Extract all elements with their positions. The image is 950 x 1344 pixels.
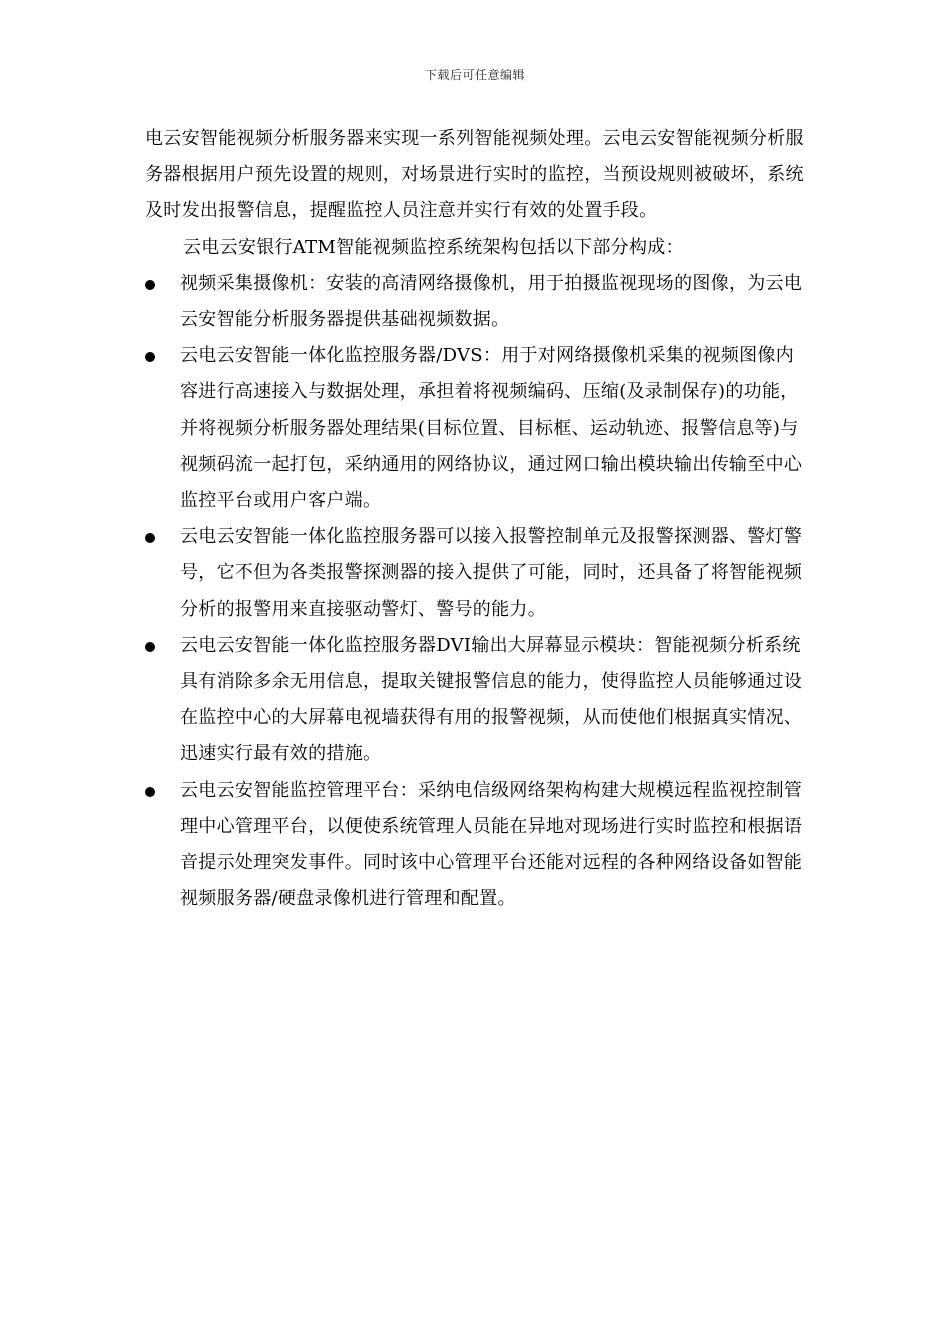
- list-item-text: 云电云安智能监控管理平台：采纳电信级网络架构构建大规模远程监视控制管理中心管理平台，以便使系统管理人员能在异地对现场进行实时监控和根据语音提示处理突发事件。同时该中心管理平台还能对远程的各种网络设备如智能视频服务器/硬盘录像机进行管理和配置。: [180, 779, 803, 910]
- architecture-lead-paragraph: 云电云安银行ATM智能视频监控系统架构包括以下部分构成：: [183, 236, 684, 258]
- list-item-text: 云电云安智能一体化监控服务器DVI输出大屏幕显示模块：智能视频分析系统具有消除多余无用信息，提取关键报警信息的能力，使得监控人员能够通过设在监控中心的大屏幕电视墙获得有用的报警视频，从而使他们根据真实情况、迅速实行最有效的措施。: [180, 634, 803, 765]
- list-item: [145, 628, 805, 773]
- bullet-icon: [145, 280, 155, 290]
- architecture-component-list: [145, 266, 805, 918]
- bullet-icon: [145, 787, 155, 797]
- list-item-text: 云电云安智能一体化监控服务器可以接入报警控制单元及报警探测器、警灯警号，它不但为各类报警探测器的接入提供了可能，同时，还具备了将智能视频分析的报警用来直接驱动警灯、警号的能力。: [180, 526, 803, 620]
- page-header: 下载后可任意编辑: [424, 68, 525, 82]
- bullet-icon: [145, 352, 155, 362]
- bullet-icon: [145, 642, 155, 652]
- list-item: [145, 773, 805, 918]
- intro-paragraph: 电云安智能视频分析服务器来实现一系列智能视频处理。云电云安智能视频分析服务器根据用户预先设置的规则，对场景进行实时的监控，当预设规则被破坏，系统及时发出报警信息，提醒监控人员注意并实行有效的处置手段。: [145, 128, 804, 222]
- bullet-icon: [145, 533, 155, 543]
- list-item: [145, 338, 805, 519]
- list-item: [145, 266, 805, 338]
- list-item: [145, 519, 805, 628]
- list-item-text: 视频采集摄像机：安装的高清网络摄像机，用于拍摄监视现场的图像，为云电云安智能分析服务器提供基础视频数据。: [180, 272, 803, 331]
- document-body: [145, 121, 805, 917]
- list-item-text: 云电云安智能一体化监控服务器/DVS：用于对网络摄像机采集的视频图像内容进行高速接入与数据处理，承担着将视频编码、压缩(及录制保存)的功能，并将视频分析服务器处理结果(目标位置、目标框、运动轨迹、报警信息等)与视频码流一起打包，采纳通用的网络协议，通过网口输出模块输出传输至中心监控平台或用户客户端。: [180, 345, 803, 512]
